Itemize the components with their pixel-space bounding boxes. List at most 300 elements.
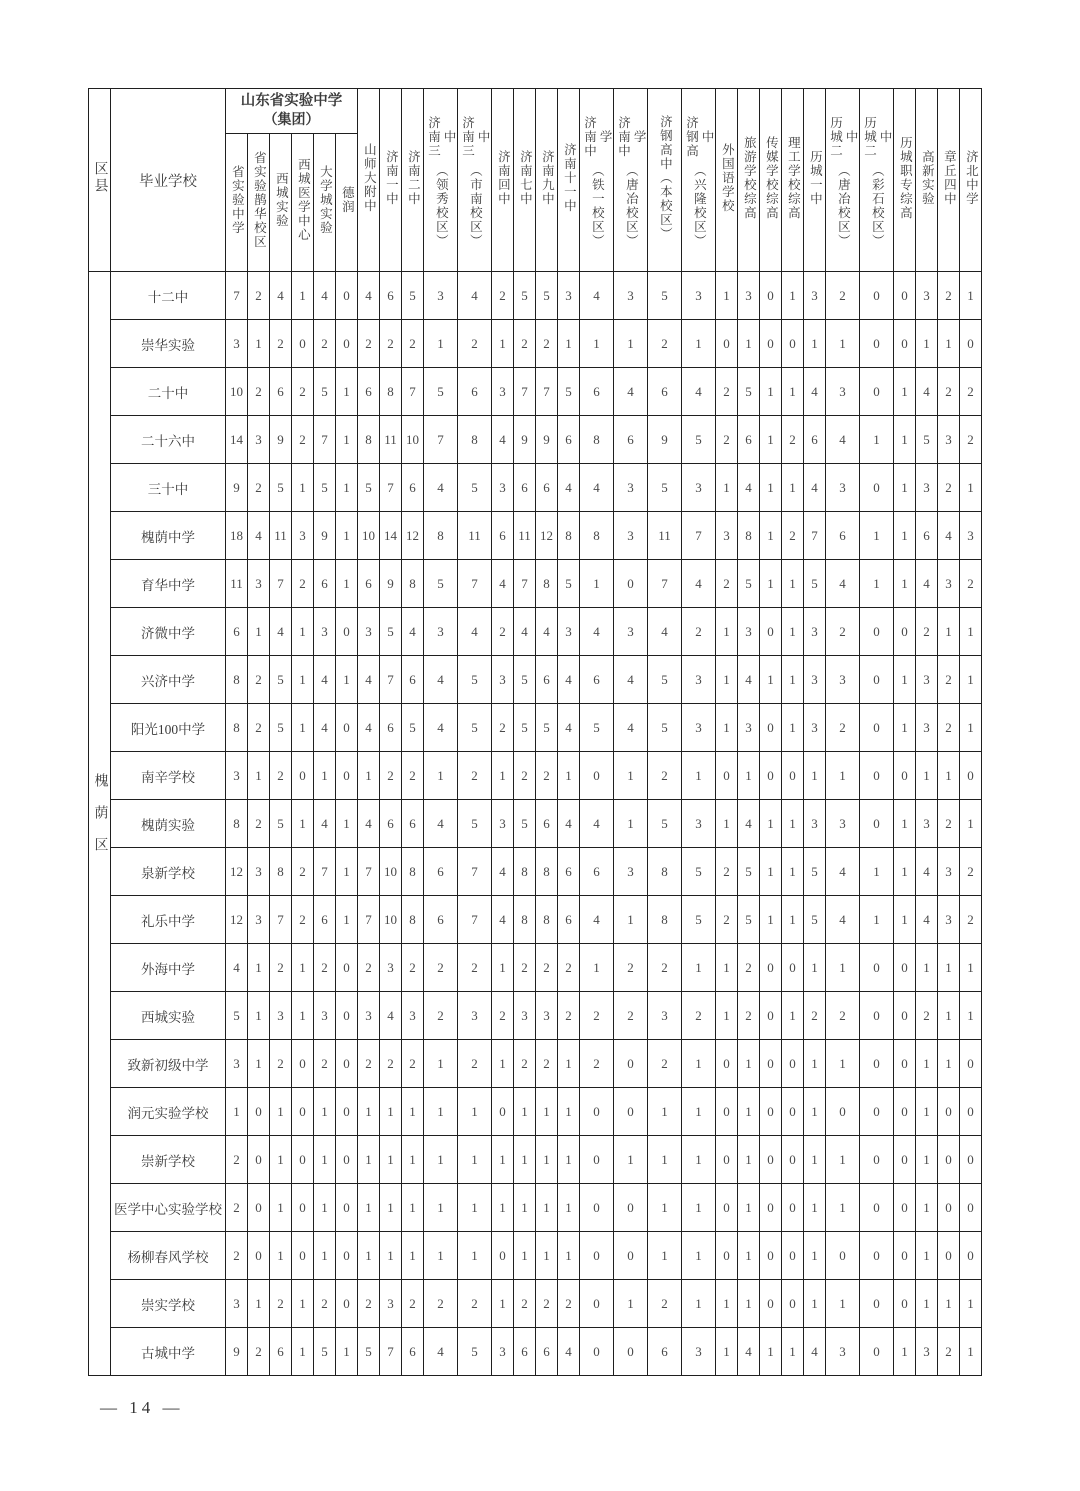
- quota-value-cell: 0: [938, 1184, 960, 1232]
- school-name-cell: 十二中: [111, 272, 226, 320]
- quota-value-cell: 0: [860, 1136, 894, 1184]
- quota-value-cell: 2: [380, 752, 402, 800]
- quota-value-cell: 1: [358, 1136, 380, 1184]
- column-header-label: 西城医学中心: [296, 158, 311, 242]
- shandong-experimental-group-header: [226, 89, 358, 134]
- quota-value-cell: 1: [558, 1040, 580, 1088]
- table-row: [89, 656, 982, 704]
- quota-value-cell: 2: [226, 1184, 248, 1232]
- quota-value-cell: 8: [558, 512, 580, 560]
- quota-value-cell: 3: [682, 704, 716, 752]
- quota-value-cell: 7: [648, 560, 682, 608]
- quota-value-cell: 8: [514, 896, 536, 944]
- quota-value-cell: 1: [292, 992, 314, 1040]
- quota-value-cell: 1: [826, 752, 860, 800]
- quota-value-cell: 0: [760, 608, 782, 656]
- quota-value-cell: 6: [916, 512, 938, 560]
- quota-value-cell: 1: [558, 1232, 580, 1280]
- quota-value-cell: 0: [860, 272, 894, 320]
- quota-value-cell: 0: [938, 1136, 960, 1184]
- quota-value-cell: 1: [358, 1232, 380, 1280]
- quota-value-cell: 1: [358, 1184, 380, 1232]
- quota-value-cell: 1: [938, 1040, 960, 1088]
- column-header-label: 济南七中: [518, 149, 533, 206]
- quota-value-cell: 1: [292, 608, 314, 656]
- quota-value-cell: 1: [336, 512, 358, 560]
- quota-value-cell: 4: [424, 1328, 458, 1376]
- column-header-label: 济南十一中: [562, 142, 577, 213]
- quota-value-cell: 1: [738, 1136, 760, 1184]
- quota-value-cell: 2: [514, 752, 536, 800]
- quota-value-cell: 7: [458, 560, 492, 608]
- quota-value-cell: 6: [492, 512, 514, 560]
- quota-value-cell: 1: [804, 1280, 826, 1328]
- quota-value-cell: 0: [894, 752, 916, 800]
- quota-value-cell: 3: [648, 992, 682, 1040]
- quota-value-cell: 6: [402, 800, 424, 848]
- quota-value-cell: 0: [938, 1232, 960, 1280]
- quota-value-cell: 3: [682, 272, 716, 320]
- quota-value-cell: 0: [336, 1136, 358, 1184]
- quota-value-cell: 2: [424, 1280, 458, 1328]
- quota-value-cell: 1: [514, 1136, 536, 1184]
- column-header-label: 历城职专综高: [898, 135, 913, 220]
- quota-value-cell: 0: [960, 1232, 982, 1280]
- group-header-subtitle: （集团）: [263, 113, 320, 129]
- quota-value-cell: 6: [270, 1328, 292, 1376]
- quota-value-cell: 0: [248, 1184, 270, 1232]
- quota-value-cell: 1: [424, 1232, 458, 1280]
- column-header-label: 济南九中: [540, 149, 555, 206]
- quota-value-cell: 1: [860, 416, 894, 464]
- quota-value-cell: 4: [424, 464, 458, 512]
- quota-value-cell: 1: [782, 560, 804, 608]
- quota-value-cell: 6: [314, 560, 336, 608]
- quota-value-cell: 6: [402, 464, 424, 512]
- quota-value-cell: 2: [682, 608, 716, 656]
- quota-value-cell: 6: [424, 848, 458, 896]
- quota-value-cell: 7: [804, 512, 826, 560]
- quota-value-cell: 2: [960, 848, 982, 896]
- quota-value-cell: 2: [558, 1280, 580, 1328]
- quota-value-cell: 3: [916, 800, 938, 848]
- table-row: [89, 560, 982, 608]
- quota-value-cell: 6: [580, 368, 614, 416]
- column-header-campus-label: （铁一校区）: [590, 164, 605, 249]
- quota-value-cell: 4: [314, 800, 336, 848]
- quota-value-cell: 3: [226, 320, 248, 368]
- quota-value-cell: 6: [402, 1328, 424, 1376]
- quota-value-cell: 0: [894, 1136, 916, 1184]
- quota-value-cell: 0: [716, 1136, 738, 1184]
- quota-value-cell: 1: [860, 896, 894, 944]
- quota-value-cell: 10: [402, 416, 424, 464]
- quota-value-cell: 7: [314, 416, 336, 464]
- quota-value-cell: 1: [514, 1232, 536, 1280]
- quota-value-cell: 2: [514, 944, 536, 992]
- quota-value-cell: 8: [402, 560, 424, 608]
- quota-value-cell: 8: [380, 368, 402, 416]
- quota-value-cell: 1: [960, 272, 982, 320]
- quota-value-cell: 1: [424, 1136, 458, 1184]
- quota-value-cell: 2: [614, 944, 648, 992]
- quota-value-cell: 6: [536, 464, 558, 512]
- quota-value-cell: 2: [270, 944, 292, 992]
- quota-value-cell: 3: [960, 512, 982, 560]
- quota-value-cell: 9: [226, 464, 248, 512]
- quota-value-cell: 4: [804, 464, 826, 512]
- quota-value-cell: 5: [916, 416, 938, 464]
- quota-value-cell: 5: [458, 704, 492, 752]
- quota-value-cell: 3: [916, 272, 938, 320]
- quota-value-cell: 3: [226, 1280, 248, 1328]
- quota-value-cell: 1: [782, 368, 804, 416]
- quota-value-cell: 4: [682, 560, 716, 608]
- quota-value-cell: 2: [492, 704, 514, 752]
- quota-value-cell: 1: [648, 1136, 682, 1184]
- quota-value-cell: 0: [292, 1088, 314, 1136]
- quota-value-cell: 0: [782, 944, 804, 992]
- quota-value-cell: 1: [292, 704, 314, 752]
- quota-value-cell: 11: [514, 512, 536, 560]
- quota-value-cell: 2: [492, 608, 514, 656]
- quota-value-cell: 9: [314, 512, 336, 560]
- quota-value-cell: 4: [804, 1328, 826, 1376]
- quota-value-cell: 3: [682, 800, 716, 848]
- quota-value-cell: 0: [336, 992, 358, 1040]
- quota-value-cell: 12: [402, 512, 424, 560]
- quota-value-cell: 3: [738, 704, 760, 752]
- quota-value-cell: 3: [536, 992, 558, 1040]
- quota-value-cell: 1: [960, 608, 982, 656]
- column-header: [580, 89, 614, 272]
- quota-value-cell: 0: [492, 1088, 514, 1136]
- quota-value-cell: 6: [536, 656, 558, 704]
- quota-value-cell: 2: [938, 1328, 960, 1376]
- column-header: [492, 89, 514, 272]
- quota-value-cell: 6: [536, 800, 558, 848]
- quota-value-cell: 5: [738, 368, 760, 416]
- quota-value-cell: 0: [760, 1280, 782, 1328]
- quota-value-cell: 3: [492, 368, 514, 416]
- quota-value-cell: 2: [826, 608, 860, 656]
- quota-value-cell: 1: [292, 1328, 314, 1376]
- quota-value-cell: 0: [860, 1328, 894, 1376]
- quota-value-cell: 2: [492, 992, 514, 1040]
- quota-value-cell: 7: [226, 272, 248, 320]
- quota-value-cell: 2: [938, 704, 960, 752]
- quota-value-cell: 1: [514, 1184, 536, 1232]
- quota-value-cell: 1: [558, 1184, 580, 1232]
- quota-value-cell: 7: [514, 368, 536, 416]
- quota-value-cell: 5: [580, 704, 614, 752]
- quota-value-cell: 0: [716, 752, 738, 800]
- column-header: [782, 89, 804, 272]
- quota-value-cell: 1: [336, 416, 358, 464]
- quota-value-cell: 2: [614, 992, 648, 1040]
- column-header: [558, 89, 580, 272]
- quota-value-cell: 0: [760, 752, 782, 800]
- quota-value-cell: 1: [938, 944, 960, 992]
- quota-value-cell: 1: [458, 1184, 492, 1232]
- quota-value-cell: 5: [270, 656, 292, 704]
- quota-value-cell: 8: [514, 848, 536, 896]
- quota-value-cell: 4: [916, 560, 938, 608]
- quota-value-cell: 0: [614, 1232, 648, 1280]
- quota-value-cell: 2: [358, 944, 380, 992]
- quota-value-cell: 8: [358, 416, 380, 464]
- quota-value-cell: 5: [226, 992, 248, 1040]
- quota-value-cell: 1: [760, 416, 782, 464]
- quota-value-cell: 2: [826, 992, 860, 1040]
- quota-value-cell: 0: [782, 1184, 804, 1232]
- quota-value-cell: 4: [492, 560, 514, 608]
- admission-quota-table: [88, 88, 982, 1376]
- quota-value-cell: 1: [916, 1136, 938, 1184]
- quota-value-cell: 5: [270, 704, 292, 752]
- quota-value-cell: 2: [458, 320, 492, 368]
- quota-value-cell: 0: [336, 320, 358, 368]
- table-row: [89, 1040, 982, 1088]
- quota-value-cell: 2: [558, 992, 580, 1040]
- quota-value-cell: 2: [358, 1040, 380, 1088]
- column-header-label: 理工学校综高: [786, 135, 801, 220]
- quota-value-cell: 8: [536, 848, 558, 896]
- quota-value-cell: 1: [826, 1280, 860, 1328]
- quota-value-cell: 1: [938, 1280, 960, 1328]
- column-header-label: 西城实验: [274, 172, 289, 228]
- quota-value-cell: 3: [804, 656, 826, 704]
- table-row: [89, 800, 982, 848]
- quota-value-cell: 0: [292, 1232, 314, 1280]
- quota-value-cell: 1: [336, 560, 358, 608]
- quota-value-cell: 1: [960, 1280, 982, 1328]
- column-header: [826, 89, 860, 272]
- quota-value-cell: 4: [648, 608, 682, 656]
- quota-value-cell: 0: [860, 800, 894, 848]
- quota-value-cell: 4: [358, 800, 380, 848]
- quota-value-cell: 2: [402, 1040, 424, 1088]
- column-header-label: 山师大附中: [362, 142, 377, 213]
- quota-value-cell: 9: [514, 416, 536, 464]
- quota-value-cell: 4: [916, 896, 938, 944]
- quota-value-cell: 2: [380, 320, 402, 368]
- school-name-cell: 西城实验: [111, 992, 226, 1040]
- quota-value-cell: 3: [314, 608, 336, 656]
- quota-value-cell: 3: [270, 992, 292, 1040]
- quota-value-cell: 1: [424, 1088, 458, 1136]
- quota-value-cell: 8: [402, 848, 424, 896]
- quota-value-cell: 2: [960, 560, 982, 608]
- quota-value-cell: 0: [960, 1088, 982, 1136]
- quota-value-cell: 2: [558, 944, 580, 992]
- quota-value-cell: 2: [402, 752, 424, 800]
- quota-value-cell: 0: [894, 320, 916, 368]
- quota-value-cell: 5: [804, 896, 826, 944]
- quota-value-cell: 10: [226, 368, 248, 416]
- quota-value-cell: 2: [270, 1040, 292, 1088]
- quota-value-cell: 1: [804, 752, 826, 800]
- column-header-campus-label: （市南校区）: [468, 164, 483, 249]
- quota-value-cell: 0: [336, 704, 358, 752]
- quota-value-cell: 1: [782, 704, 804, 752]
- quota-value-cell: 0: [614, 1088, 648, 1136]
- quota-value-cell: 2: [648, 1040, 682, 1088]
- quota-value-cell: 11: [458, 512, 492, 560]
- column-header: [648, 89, 682, 272]
- quota-value-cell: 1: [336, 368, 358, 416]
- quota-value-cell: 2: [292, 368, 314, 416]
- quota-value-cell: 1: [916, 320, 938, 368]
- column-header: [916, 89, 938, 272]
- quota-value-cell: 1: [960, 1328, 982, 1376]
- quota-value-cell: 1: [782, 1328, 804, 1376]
- quota-value-cell: 1: [716, 1280, 738, 1328]
- quota-value-cell: 4: [424, 656, 458, 704]
- quota-value-cell: 1: [402, 1184, 424, 1232]
- quota-value-cell: 5: [682, 416, 716, 464]
- quota-value-cell: 5: [314, 368, 336, 416]
- quota-value-cell: 0: [580, 1184, 614, 1232]
- column-header: [458, 89, 492, 272]
- quota-value-cell: 3: [916, 1328, 938, 1376]
- header-group-row: [89, 89, 982, 134]
- quota-value-cell: 0: [716, 320, 738, 368]
- quota-value-cell: 1: [738, 752, 760, 800]
- quota-value-cell: 3: [804, 608, 826, 656]
- quota-value-cell: 4: [614, 368, 648, 416]
- quota-value-cell: 4: [424, 704, 458, 752]
- column-header: [402, 89, 424, 272]
- quota-value-cell: 1: [558, 1136, 580, 1184]
- table-row: [89, 512, 982, 560]
- quota-value-cell: 2: [738, 944, 760, 992]
- quota-value-cell: 2: [716, 848, 738, 896]
- school-name-cell: 济微中学: [111, 608, 226, 656]
- table-row: [89, 272, 982, 320]
- quota-value-cell: 1: [894, 560, 916, 608]
- quota-value-cell: 8: [458, 416, 492, 464]
- column-header-label: 济南中学: [582, 116, 613, 159]
- quota-value-cell: 1: [804, 320, 826, 368]
- quota-value-cell: 0: [336, 752, 358, 800]
- school-name-cell: 兴济中学: [111, 656, 226, 704]
- quota-value-cell: 4: [826, 896, 860, 944]
- quota-value-cell: 3: [248, 560, 270, 608]
- quota-value-cell: 3: [682, 656, 716, 704]
- table-row: [89, 368, 982, 416]
- quota-value-cell: 3: [682, 464, 716, 512]
- quota-value-cell: 2: [580, 992, 614, 1040]
- quota-value-cell: 0: [960, 320, 982, 368]
- quota-value-cell: 3: [424, 608, 458, 656]
- quota-value-cell: 4: [358, 704, 380, 752]
- quota-value-cell: 6: [536, 1328, 558, 1376]
- quota-value-cell: 2: [716, 416, 738, 464]
- column-header-label: 历城一中: [808, 149, 823, 206]
- column-header-label: 旅游学校综高: [742, 135, 757, 220]
- column-header: [336, 134, 358, 272]
- quota-value-cell: 2: [248, 1328, 270, 1376]
- quota-value-cell: 0: [860, 608, 894, 656]
- quota-value-cell: 2: [938, 368, 960, 416]
- quota-value-cell: 4: [270, 608, 292, 656]
- quota-value-cell: 4: [580, 896, 614, 944]
- column-header: [314, 134, 336, 272]
- quota-value-cell: 3: [424, 272, 458, 320]
- quota-value-cell: 1: [960, 464, 982, 512]
- quota-value-cell: 1: [536, 1088, 558, 1136]
- quota-value-cell: 1: [458, 1088, 492, 1136]
- quota-value-cell: 1: [804, 1232, 826, 1280]
- quota-value-cell: 0: [894, 272, 916, 320]
- quota-value-cell: 0: [614, 560, 648, 608]
- quota-value-cell: 1: [960, 944, 982, 992]
- quota-value-cell: 0: [248, 1232, 270, 1280]
- quota-value-cell: 4: [536, 608, 558, 656]
- quota-value-cell: 7: [424, 416, 458, 464]
- quota-value-cell: 0: [292, 752, 314, 800]
- quota-value-cell: 9: [226, 1328, 248, 1376]
- quota-value-cell: 1: [716, 608, 738, 656]
- quota-value-cell: 2: [826, 272, 860, 320]
- quota-value-cell: 6: [804, 416, 826, 464]
- quota-value-cell: 2: [380, 1040, 402, 1088]
- quota-value-cell: 6: [580, 656, 614, 704]
- quota-value-cell: 1: [358, 1088, 380, 1136]
- quota-value-cell: 0: [292, 320, 314, 368]
- table-row: [89, 1328, 982, 1376]
- column-header-label: 传媒学校综高: [764, 135, 779, 220]
- quota-value-cell: 1: [492, 1184, 514, 1232]
- quota-value-cell: 5: [380, 608, 402, 656]
- quota-value-cell: 3: [492, 464, 514, 512]
- quota-value-cell: 1: [614, 896, 648, 944]
- quota-value-cell: 1: [682, 1088, 716, 1136]
- quota-value-cell: 0: [716, 1088, 738, 1136]
- quota-value-cell: 2: [358, 320, 380, 368]
- quota-value-cell: 1: [738, 1280, 760, 1328]
- quota-value-cell: 2: [458, 1040, 492, 1088]
- quota-value-cell: 2: [314, 320, 336, 368]
- quota-value-cell: 0: [580, 1136, 614, 1184]
- quota-value-cell: 4: [314, 656, 336, 704]
- quota-value-cell: 4: [492, 896, 514, 944]
- quota-value-cell: 0: [292, 1040, 314, 1088]
- quota-value-cell: 2: [270, 752, 292, 800]
- school-name-cell: 润元实验学校: [111, 1088, 226, 1136]
- quota-value-cell: 0: [894, 1088, 916, 1136]
- quota-value-cell: 1: [716, 272, 738, 320]
- quota-value-cell: 1: [804, 1136, 826, 1184]
- quota-value-cell: 1: [916, 1184, 938, 1232]
- quota-value-cell: 2: [782, 416, 804, 464]
- quota-value-cell: 7: [458, 896, 492, 944]
- quota-value-cell: 1: [960, 704, 982, 752]
- quota-value-cell: 1: [248, 752, 270, 800]
- quota-value-cell: 0: [782, 320, 804, 368]
- column-header: [614, 89, 648, 272]
- quota-value-cell: 1: [458, 1232, 492, 1280]
- column-header: [514, 89, 536, 272]
- quota-value-cell: 1: [558, 752, 580, 800]
- quota-value-cell: 11: [380, 416, 402, 464]
- quota-value-cell: 1: [782, 272, 804, 320]
- quota-value-cell: 0: [336, 1088, 358, 1136]
- quota-value-cell: 6: [738, 416, 760, 464]
- quota-value-cell: 0: [894, 992, 916, 1040]
- quota-value-cell: 5: [536, 704, 558, 752]
